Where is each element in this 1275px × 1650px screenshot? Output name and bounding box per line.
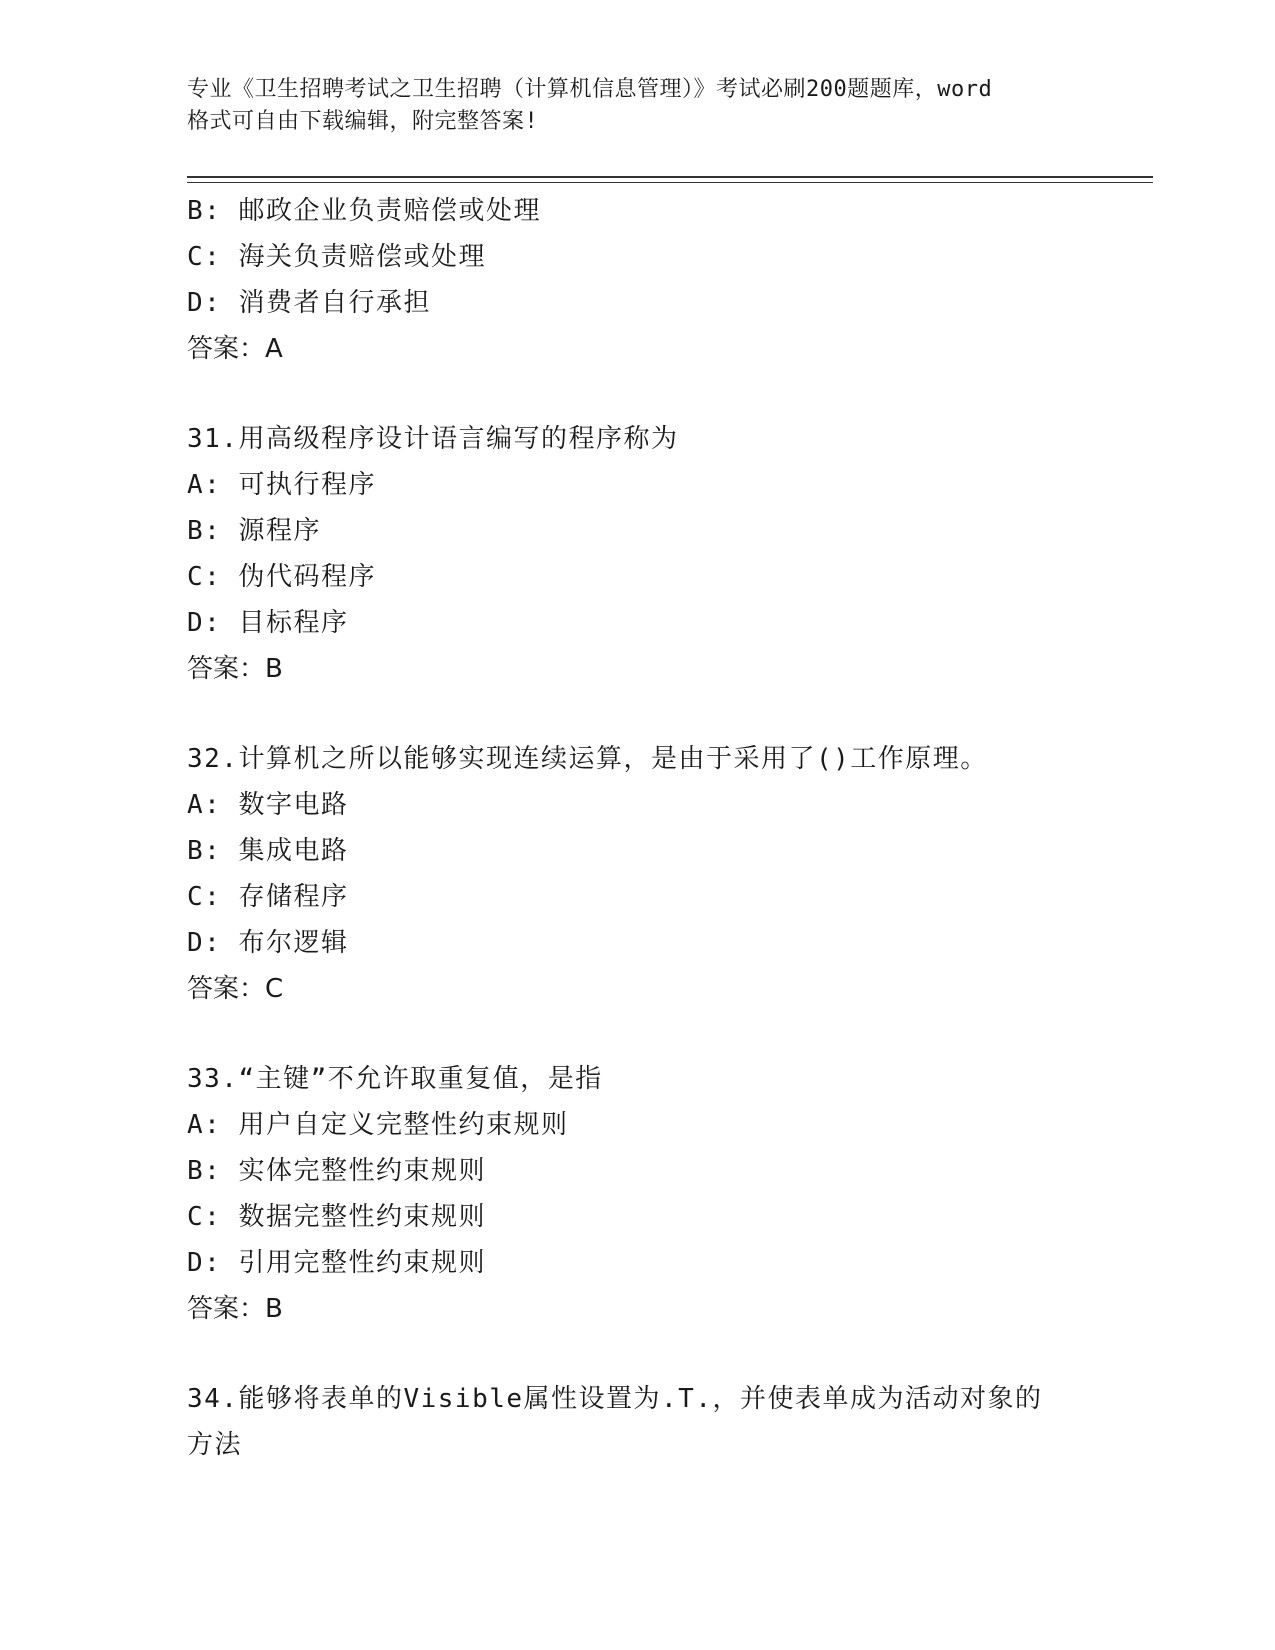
answer: 答案：A: [187, 334, 283, 364]
option-a: A: 可执行程序: [187, 470, 376, 500]
question-30-continued: [187, 188, 1087, 372]
document-header: [187, 74, 1087, 138]
question-text-line-2: 方法: [187, 1430, 243, 1460]
answer: 答案：C: [187, 974, 284, 1004]
option-b: B: 实体完整性约束规则: [187, 1156, 486, 1186]
question-list: [187, 188, 1087, 1468]
question-text: 33.“主键”不允许取重复值，是指: [187, 1064, 603, 1094]
question-text-line-1: 34.能够将表单的Visible属性设置为.T.，并使表单成为活动对象的: [187, 1384, 1043, 1414]
option-d: D: 消费者自行承担: [187, 288, 431, 318]
option-c: C: 存储程序: [187, 882, 349, 912]
option-d: D: 引用完整性约束规则: [187, 1248, 486, 1278]
answer: 答案：B: [187, 1294, 283, 1324]
question-text: 32.计算机之所以能够实现连续运算，是由于采用了()工作原理。: [187, 744, 988, 774]
option-b: B: 集成电路: [187, 836, 349, 866]
question-text: 31.用高级程序设计语言编写的程序称为: [187, 424, 679, 454]
option-c: C: 伪代码程序: [187, 562, 376, 592]
option-a: A: 用户自定义完整性约束规则: [187, 1110, 569, 1140]
option-d: D: 目标程序: [187, 608, 349, 638]
option-c: C: 数据完整性约束规则: [187, 1202, 486, 1232]
option-d: D: 布尔逻辑: [187, 928, 349, 958]
option-c: C: 海关负责赔偿或处理: [187, 242, 486, 272]
header-rule-thin: [187, 182, 1153, 183]
question-33: [187, 1056, 1087, 1332]
option-a: A: 数字电路: [187, 790, 349, 820]
answer: 答案：B: [187, 654, 283, 684]
header-line-2: 格式可自由下载编辑，附完整答案!: [187, 109, 539, 134]
question-32: [187, 736, 1087, 1012]
option-b: B: 源程序: [187, 516, 321, 546]
header-line-1: 专业《卫生招聘考试之卫生招聘（计算机信息管理）》考试必刷200题题库，word: [187, 77, 993, 102]
option-b: B: 邮政企业负责赔偿或处理: [187, 196, 541, 226]
question-34: [187, 1376, 1087, 1468]
header-rule-thick: [187, 176, 1153, 178]
question-31: [187, 416, 1087, 692]
